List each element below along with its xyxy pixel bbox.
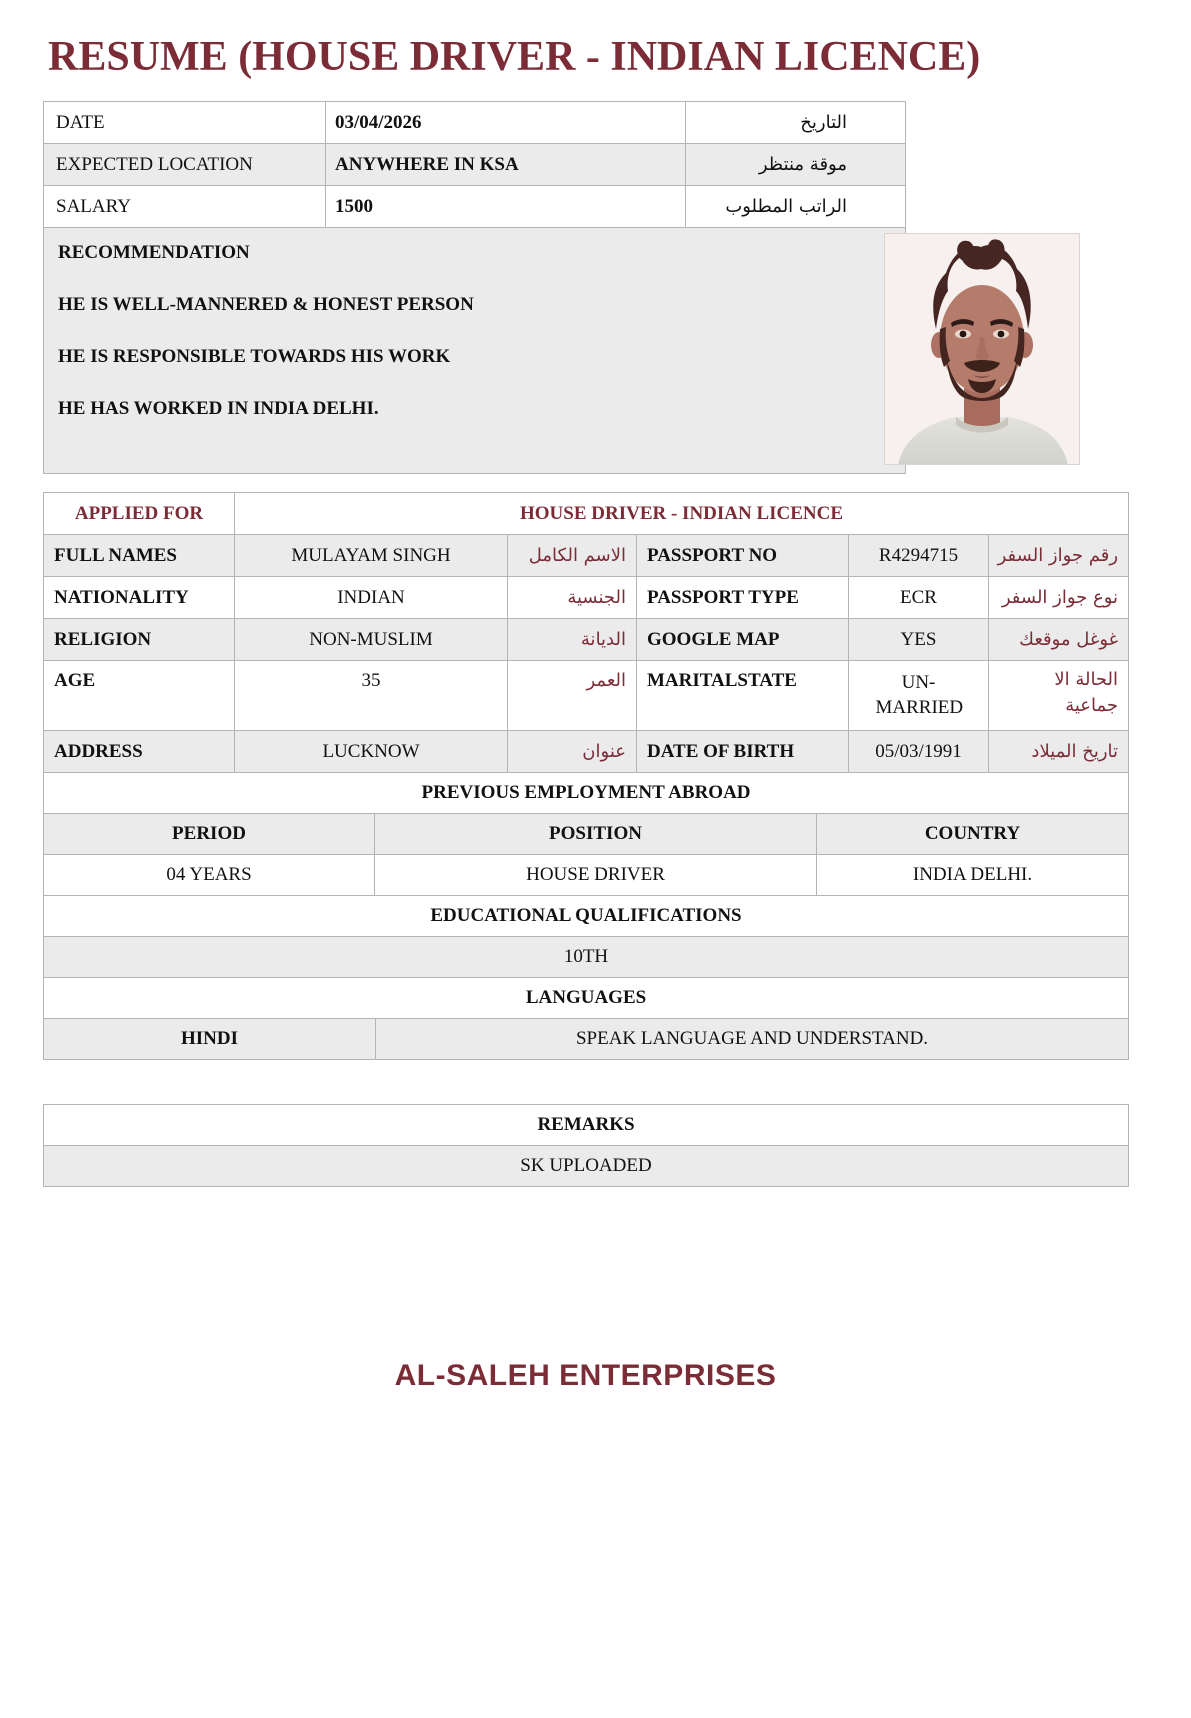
nationality-value: INDIAN xyxy=(235,577,508,619)
marital-state-label: MARITALSTATE xyxy=(637,661,849,731)
table-row-employment-columns xyxy=(44,814,1129,855)
remarks-table xyxy=(43,1104,1129,1187)
full-names-label: FULL NAMES xyxy=(44,535,235,577)
nationality-label: NATIONALITY xyxy=(44,577,235,619)
nationality-arabic-label: الجنسية xyxy=(508,577,637,619)
table-row-languages-heading xyxy=(44,978,1129,1019)
employment-table xyxy=(43,772,1129,896)
salary-label: SALARY xyxy=(44,186,326,228)
header-table xyxy=(43,101,906,474)
recommendation-heading: RECOMMENDATION xyxy=(58,242,250,264)
table-row-full-names xyxy=(44,535,1129,577)
age-value: 35 xyxy=(235,661,508,731)
remarks-heading: REMARKS xyxy=(44,1105,1129,1146)
table-row-recommendation xyxy=(44,228,906,474)
table-row-religion xyxy=(44,619,1129,661)
table-row-applied-for xyxy=(44,493,1129,535)
passport-type-label: PASSPORT TYPE xyxy=(637,577,849,619)
language-name: HINDI xyxy=(44,1019,376,1060)
passport-type-value: ECR xyxy=(849,577,989,619)
table-row-remarks-heading xyxy=(44,1105,1129,1146)
page-title: RESUME (HOUSE DRIVER - INDIAN LICENCE) xyxy=(48,34,981,80)
passport-type-arabic-label: نوع جواز السفر xyxy=(989,577,1129,619)
date-of-birth-label: DATE OF BIRTH xyxy=(637,731,849,773)
marital-state-value: UN-MARRIED xyxy=(849,661,989,731)
google-map-value: YES xyxy=(849,619,989,661)
remarks-value: SK UPLOADED xyxy=(44,1146,1129,1187)
recommendation-line: HE IS WELL-MANNERED & HONEST PERSON xyxy=(58,294,474,316)
table-row-employment-values xyxy=(44,855,1129,896)
country-value: INDIA DELHI. xyxy=(817,855,1129,896)
language-proficiency: SPEAK LANGUAGE AND UNDERSTAND. xyxy=(376,1019,1129,1060)
passport-no-arabic-label: رقم جواز السفر xyxy=(989,535,1129,577)
date-arabic-label: التاريخ xyxy=(686,102,906,144)
religion-arabic-label: الديانة xyxy=(508,619,637,661)
applied-for-label: APPLIED FOR xyxy=(44,493,235,535)
languages-heading: LANGUAGES xyxy=(44,978,1129,1019)
education-value: 10TH xyxy=(44,937,1129,978)
details-table xyxy=(43,492,1129,773)
address-value: LUCKNOW xyxy=(235,731,508,773)
google-map-arabic-label: غوغل موقعك xyxy=(989,619,1129,661)
full-names-arabic-label: الاسم الكامل xyxy=(508,535,637,577)
education-heading: EDUCATIONAL QUALIFICATIONS xyxy=(44,896,1129,937)
expected-location-label: EXPECTED LOCATION xyxy=(44,144,326,186)
expected-location-arabic-label: موقة منتظر xyxy=(686,144,906,186)
religion-label: RELIGION xyxy=(44,619,235,661)
table-row-date xyxy=(44,102,906,144)
passport-no-label: PASSPORT NO xyxy=(637,535,849,577)
period-value: 04 YEARS xyxy=(44,855,375,896)
address-label: ADDRESS xyxy=(44,731,235,773)
table-row-age xyxy=(44,661,1129,731)
recommendation-line: HE IS RESPONSIBLE TOWARDS HIS WORK xyxy=(58,346,451,368)
table-row-expected-location xyxy=(44,144,906,186)
company-name: AL-SALEH ENTERPRISES xyxy=(394,1359,777,1393)
recommendation-line: HE HAS WORKED IN INDIA DELHI. xyxy=(58,398,379,420)
date-of-birth-value: 05/03/1991 xyxy=(849,731,989,773)
languages-table xyxy=(43,977,1129,1060)
education-table xyxy=(43,895,1129,978)
previous-employment-heading: PREVIOUS EMPLOYMENT ABROAD xyxy=(44,773,1129,814)
expected-location-value: ANYWHERE IN KSA xyxy=(326,144,686,186)
table-row-salary xyxy=(44,186,906,228)
address-arabic-label: عنوان xyxy=(508,731,637,773)
table-row-nationality xyxy=(44,577,1129,619)
date-of-birth-arabic-label: تاريخ الميلاد xyxy=(989,731,1129,773)
google-map-label: GOOGLE MAP xyxy=(637,619,849,661)
table-row-education-value xyxy=(44,937,1129,978)
table-row-language-hindi xyxy=(44,1019,1129,1060)
position-value: HOUSE DRIVER xyxy=(375,855,817,896)
applicant-photo xyxy=(884,233,1080,465)
table-row-address xyxy=(44,731,1129,773)
full-names-value: MULAYAM SINGH xyxy=(235,535,508,577)
marital-state-arabic-label: الحالة الا جماعية xyxy=(989,661,1129,731)
salary-arabic-label: الراتب المطلوب xyxy=(686,186,906,228)
date-label: DATE xyxy=(44,102,326,144)
country-column-header: COUNTRY xyxy=(817,814,1129,855)
date-value: 03/04/2026 xyxy=(326,102,686,144)
age-arabic-label: العمر xyxy=(508,661,637,731)
table-row-employment-heading xyxy=(44,773,1129,814)
recommendation-block xyxy=(44,228,906,474)
religion-value: NON-MUSLIM xyxy=(235,619,508,661)
applied-for-value: HOUSE DRIVER - INDIAN LICENCE xyxy=(235,493,1129,535)
passport-no-value: R4294715 xyxy=(849,535,989,577)
table-row-education-heading xyxy=(44,896,1129,937)
period-column-header: PERIOD xyxy=(44,814,375,855)
resume-page xyxy=(0,34,1191,1718)
age-label: AGE xyxy=(44,661,235,731)
table-row-remarks-value xyxy=(44,1146,1129,1187)
salary-value: 1500 xyxy=(326,186,686,228)
position-column-header: POSITION xyxy=(375,814,817,855)
